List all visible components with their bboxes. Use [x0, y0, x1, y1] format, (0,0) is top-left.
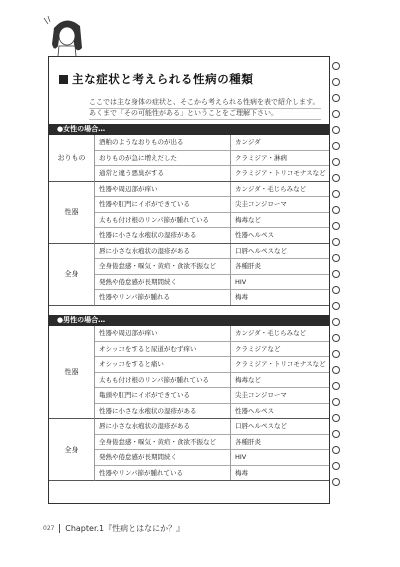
table-row [95, 259, 329, 275]
disease-cell: HIV [235, 277, 247, 286]
table-row [95, 213, 329, 229]
symptom-cell: 全身倦怠感・嘔気・黄疸・食欲不振など [95, 259, 231, 274]
symptom-cell: 唇に小さな水疱状の湿疹がある [95, 419, 231, 434]
disease-cell: クラミジア・トリコモナスなど [235, 360, 326, 368]
ring-icon [332, 366, 340, 374]
table-row [95, 404, 329, 420]
table-row [95, 135, 329, 151]
ruled-line [89, 108, 321, 109]
ring-icon [332, 174, 340, 182]
ring-icon [332, 430, 340, 438]
square-bullet-icon [59, 75, 68, 84]
ring-icon [332, 222, 340, 230]
symptom-cell: 通常と違う悪臭がする [95, 166, 231, 181]
symptom-group [49, 244, 329, 306]
disease-cell: カンジダ・毛じらみなど [235, 184, 307, 193]
ring-icon [332, 206, 340, 214]
disease-cell: カンジダ・毛じらみなど [235, 329, 307, 337]
symptom-cell: 発熱や倦怠感が長期間続く [95, 275, 231, 290]
ring-icon [332, 398, 340, 406]
symptom-cell: 性器や肛門にイボができている [95, 197, 231, 212]
disease-cell: 各種肝炎 [235, 262, 261, 270]
disease-cell: 性器ヘルペス [235, 406, 274, 415]
symptom-cell: 性器や周辺部が痒い [95, 182, 231, 197]
disease-cell: クラミジアなど [235, 344, 281, 353]
page-footer [43, 523, 184, 534]
disease-cell: 尖圭コンジローマ [235, 391, 287, 399]
notebook-panel [48, 56, 330, 504]
ring-icon [332, 158, 340, 166]
section-header-male: ●男性の場合… [49, 315, 329, 326]
table-row [95, 151, 329, 167]
chapter-title: Chapter.1『性病とはなにか？』 [65, 524, 185, 533]
disease-cell: 梅毒など [235, 375, 261, 384]
symptom-group [49, 326, 329, 419]
disease-cell: 梅毒 [235, 293, 248, 301]
table-row [95, 197, 329, 213]
ring-icon [332, 254, 340, 262]
ring-icon [332, 270, 340, 278]
group-label: おりもの [49, 135, 95, 182]
disease-cell: 尖圭コンジローマ [235, 200, 287, 208]
ruled-line [89, 119, 321, 120]
symptom-cell: 性器に小さな水疱状の湿疹がある [95, 404, 231, 419]
table-row [95, 290, 329, 306]
ring-icon [332, 302, 340, 310]
symptom-cell: 酒粕のようなおりものが出る [95, 135, 231, 150]
ring-icon [332, 142, 340, 150]
table-row [95, 450, 329, 466]
footer-divider [59, 524, 60, 533]
binder-rings [328, 60, 346, 500]
symptom-cell: 唇に小さな水疱状の湿疹がある [95, 244, 231, 259]
symptom-cell: 太もも付け根のリンパ節が腫れている [95, 373, 231, 388]
table-row [95, 244, 329, 260]
symptom-cell: 太もも付け根のリンパ節が腫れている [95, 213, 231, 228]
symptom-group [49, 135, 329, 182]
ring-icon [332, 190, 340, 198]
male-symptom-table [49, 326, 329, 481]
symptom-cell: 発熱や倦怠感が長期間続く [95, 450, 231, 465]
table-row [95, 466, 329, 482]
ring-icon [332, 478, 340, 486]
disease-cell: クラミジア・トリコモナスなど [235, 169, 326, 177]
symptom-cell: 全身倦怠感・嘔気・黄疸・食欲不振など [95, 435, 231, 450]
symptom-cell: 性器に小さな水疱状の湿疹がある [95, 228, 231, 243]
symptom-cell: 性器やリンパ節が腫れる [95, 290, 231, 305]
symptom-cell: おりものが急に増えだした [95, 151, 231, 166]
disease-cell: 各種肝炎 [235, 437, 261, 446]
table-row [95, 166, 329, 182]
table-row [95, 228, 329, 244]
title-row [59, 71, 254, 87]
disease-cell: 口唇ヘルペスなど [235, 246, 287, 255]
table-row [95, 357, 329, 373]
ring-icon [332, 286, 340, 294]
disease-cell: HIV [235, 453, 247, 461]
page-number: 027 [43, 525, 55, 532]
ring-icon [332, 350, 340, 358]
disease-cell: 梅毒など [235, 215, 261, 224]
ring-icon [332, 318, 340, 326]
ring-icon [332, 382, 340, 390]
section-header-female: ●女性の場合… [49, 124, 329, 135]
symptom-cell: オシッコをすると尿道がむず痒い [95, 342, 231, 357]
ring-icon [332, 78, 340, 86]
ring-icon [332, 414, 340, 422]
ring-icon [332, 334, 340, 342]
table-row [95, 373, 329, 389]
group-label: 全身 [49, 244, 95, 306]
ring-icon [332, 62, 340, 70]
ring-icon [332, 94, 340, 102]
disease-cell: 梅毒 [235, 468, 248, 477]
disease-cell: クラミジア・淋病 [235, 153, 287, 162]
symptom-cell: オシッコをすると痛い [95, 357, 231, 372]
ring-icon [332, 238, 340, 246]
disease-cell: カンジダ [235, 138, 261, 146]
table-row [95, 342, 329, 358]
table-row [95, 182, 329, 198]
symptom-cell: 性器やリンパ節が腫れている [95, 466, 231, 481]
page-title: 主な症状と考えられる性病の種類 [72, 72, 254, 86]
disease-cell: 性器ヘルペス [235, 231, 274, 239]
group-label: 性器 [49, 326, 95, 419]
table-row [95, 275, 329, 291]
group-label: 全身 [49, 419, 95, 481]
intro-text: ここでは主な身体の症状と、そこから考えられる性病を表で紹介します。あくまで「その可能性がある」ということをご理解下さい。 [89, 98, 320, 117]
symptom-cell: 亀頭や肛門にイボができている [95, 388, 231, 403]
table-row [95, 435, 329, 451]
symptom-cell: 性器や周辺部が痒い [95, 326, 231, 341]
ring-icon [332, 446, 340, 454]
ring-icon [332, 462, 340, 470]
table-row [95, 388, 329, 404]
ring-icon [332, 126, 340, 134]
symptom-group [49, 182, 329, 244]
symptom-group [49, 419, 329, 481]
table-row [95, 326, 329, 342]
disease-cell: 口唇ヘルペスなど [235, 422, 287, 430]
female-symptom-table [49, 135, 329, 306]
ring-icon [332, 110, 340, 118]
group-label: 性器 [49, 182, 95, 244]
table-row [95, 419, 329, 435]
